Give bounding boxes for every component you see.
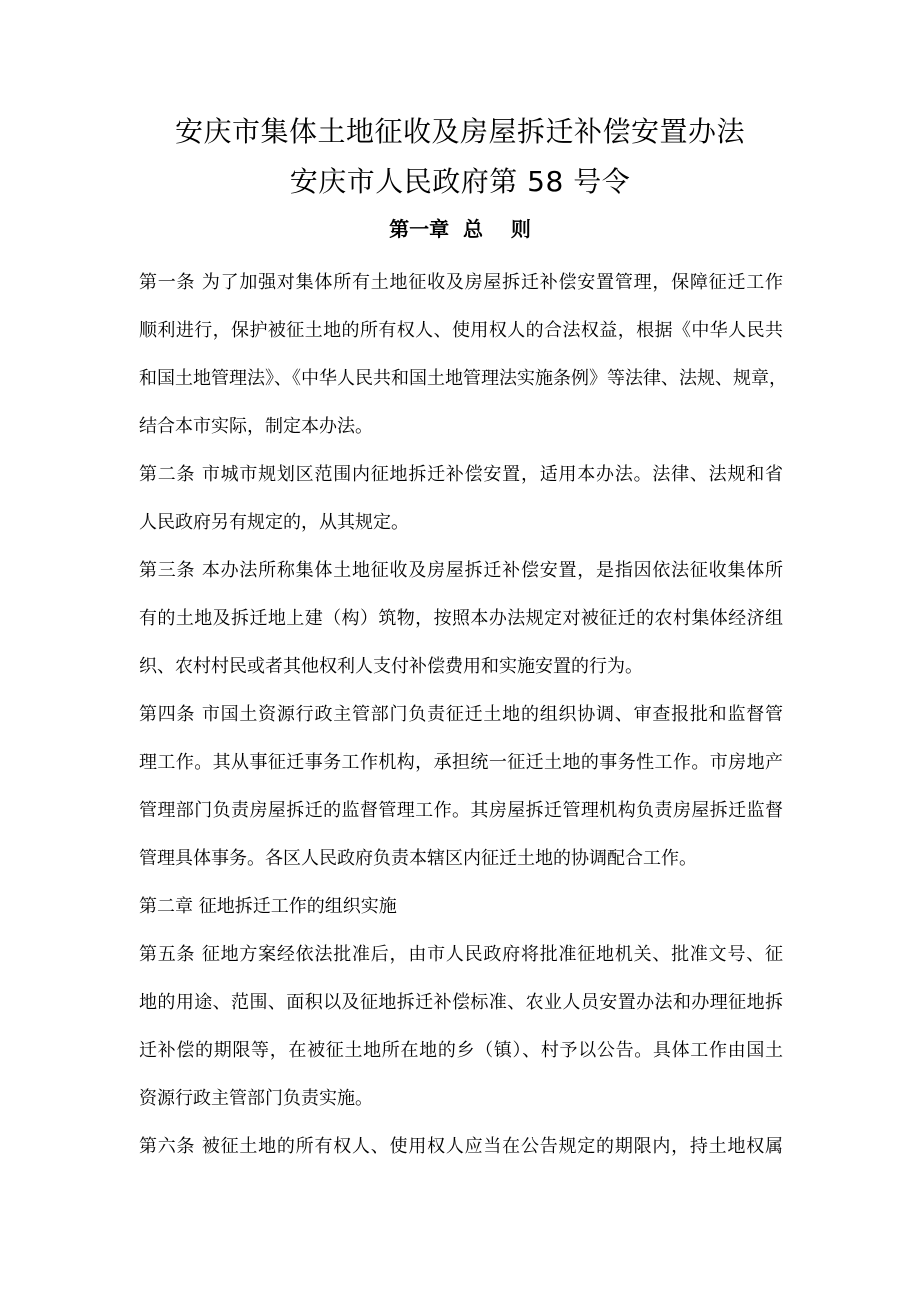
chapter-heading: 第一章 总 则 [389,217,531,241]
text-line: 地的用途、范围、面积以及征地拆迁补偿标准、农业人员安置办法和办理征地拆 [139,992,783,1013]
document-title: 安庆市集体土地征收及房屋拆迁补偿安置办法 [174,115,745,148]
text-line: 第四条 市国土资源行政主管部门负责征迁土地的组织协调、审查报批和监督管 [139,704,783,725]
text-line: 管理具体事务。各区人民政府负责本辖区内征迁土地的协调配合工作。 [139,848,697,869]
text-line: 和国土地管理法》、《中华人民共和国土地管理法实施条例》等法律、法规、规章， [139,368,787,389]
text-line: 理工作。其从事征迁事务工作机构，承担统一征迁土地的事务性工作。市房地产 [139,752,783,773]
body-text [139,259,787,1171]
text-line: 有的土地及拆迁地上建（构）筑物，按照本办法规定对被征迁的农村集体经济组 [139,608,783,629]
text-line: 管理部门负责房屋拆迁的监督管理工作。其房屋拆迁管理机构负责房屋拆迁监督 [139,800,783,821]
text-line: 第三条 本办法所称集体土地征收及房屋拆迁补偿安置，是指因依法征收集体所 [139,560,783,581]
text-line: 人民政府另有规定的，从其规定。 [139,512,409,533]
chapter-line: 第二章 征地拆迁工作的组织实施 [139,896,397,917]
text-line: 第一条 为了加强对集体所有土地征收及房屋拆迁补偿安置管理，保障征迁工作 [139,272,783,293]
text-line: 织、农村村民或者其他权利人支付补偿费用和实施安置的行为。 [139,656,643,677]
text-line: 顺利进行，保护被征土地的所有权人、使用权人的合法权益，根据《中华人民共 [139,320,783,341]
text-line: 第二条 市城市规划区范围内征地拆迁补偿安置，适用本办法。法律、法规和省 [139,464,783,485]
text-line: 迁补偿的期限等，在被征土地所在地的乡（镇）、村予以公告。具体工作由国土 [139,1040,783,1061]
text-line: 资源行政主管部门负责实施。 [139,1088,373,1109]
text-line: 第六条 被征土地的所有权人、使用权人应当在公告规定的期限内，持土地权属 [139,1136,783,1157]
text-line: 结合本市实际，制定本办法。 [139,416,373,437]
text-line: 第五条 征地方案经依法批准后，由市人民政府将批准征地机关、批准文号、征 [139,944,783,965]
document-subtitle: 安庆市人民政府第 58 号令 [289,165,631,198]
